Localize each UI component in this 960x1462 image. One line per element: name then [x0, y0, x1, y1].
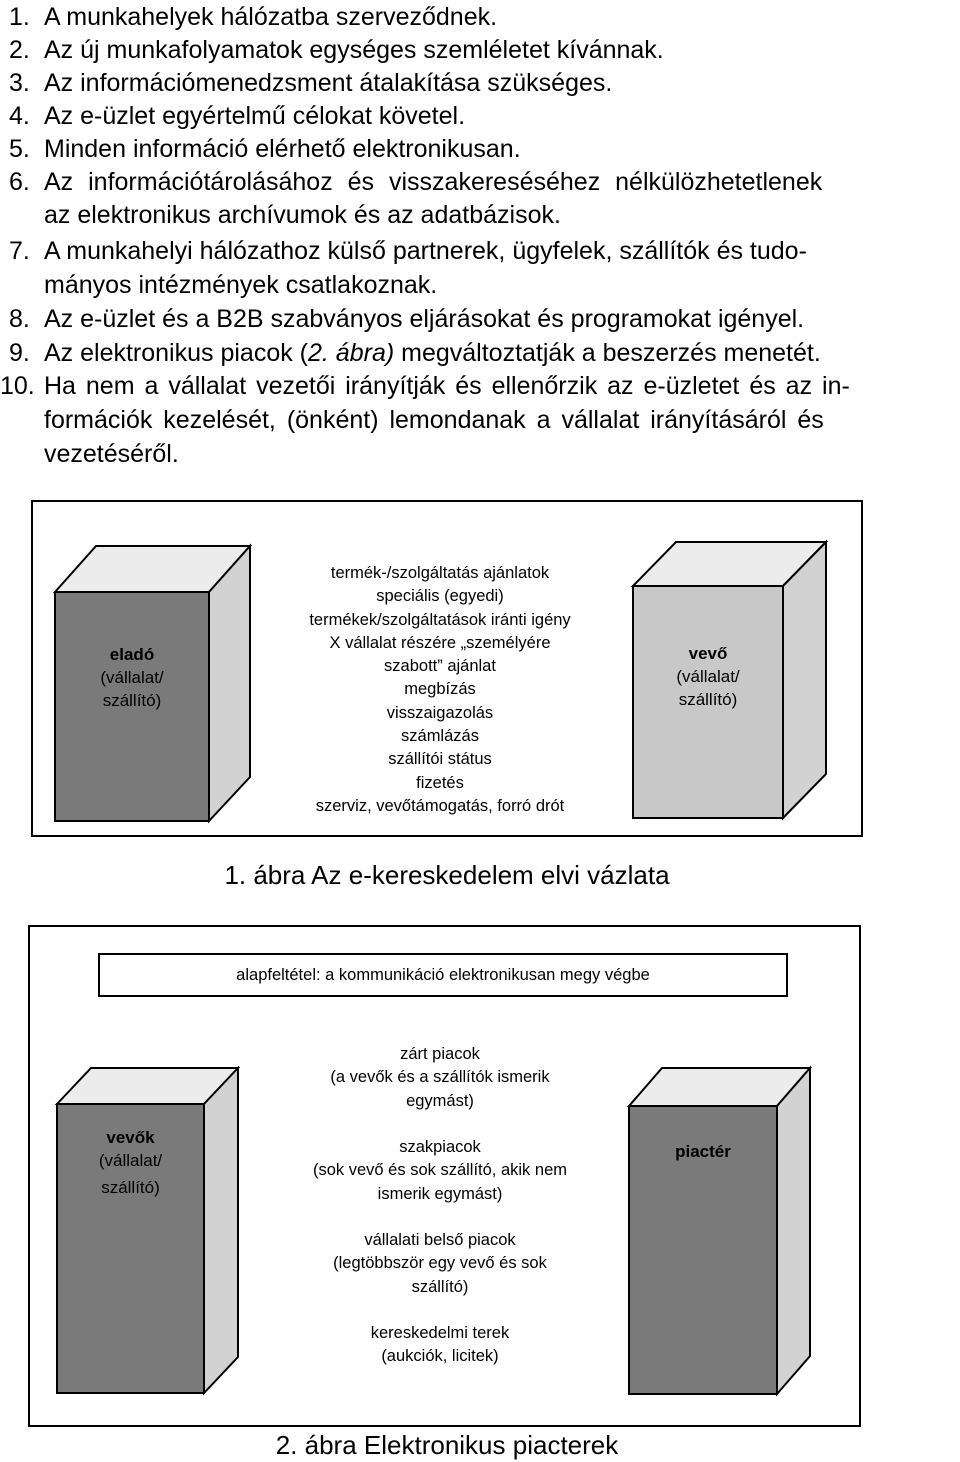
list-text: Ha nem a vállalat vezetői irányítják és ellenőrzik az e-üzletet és az in- [44, 372, 850, 400]
flow-line: termék-/szolgáltatás ajánlatok [330, 564, 550, 582]
market-type-desc: (aukciók, licitek) [381, 1347, 499, 1366]
list-text-part: Az elektronikus piacok ( [44, 339, 309, 367]
market-type-desc: (a vevők és a szállítók ismerik [330, 1068, 550, 1087]
market-type-title: vállalati belső piacok [364, 1231, 516, 1249]
market-type-title: kereskedelmi terek [370, 1324, 510, 1342]
list-number: 1. [9, 3, 30, 31]
flow-line: termékek/szolgáltatások iránti igény [309, 610, 571, 629]
list-text: az elektronikus archívumok és az adatbázisok. [44, 201, 561, 229]
figure-reference: 2. ábra) [308, 339, 395, 367]
buyers-sub2: szállító) [101, 1178, 160, 1197]
flow-line: szabott” ajánlat [384, 657, 496, 676]
flow-line: X vállalat részére „személyére [329, 633, 551, 652]
market-type-title: szakpiacok [399, 1138, 481, 1156]
list-number: 7. [9, 237, 30, 265]
market-type-desc: (sok vevő és sok szállító, akik nem [312, 1161, 567, 1180]
buyer-box-label [633, 642, 783, 711]
market-type-group [260, 1229, 620, 1299]
flow-line: visszaigazolás [386, 703, 494, 722]
market-type-desc: szállító) [411, 1277, 469, 1296]
precondition-banner: alapfeltétel: a kommunikáció elektronikusan megy végbe [236, 966, 650, 984]
flow-line: számlázás [401, 727, 479, 746]
seller-title: eladó [109, 645, 155, 664]
figure2-caption: 2. ábra Elektronikus piacterek [275, 1430, 619, 1460]
flow-line: fizetés [416, 773, 464, 792]
buyer-sub2: szállító) [678, 690, 738, 709]
figure1-caption: 1. ábra Az e-kereskedelem elvi vázlata [224, 860, 670, 890]
buyers-box-label [57, 1126, 204, 1199]
list-text: Az e-üzlet és a B2B szabványos eljárásokat és programokat igényel. [44, 305, 805, 333]
market-type-title: zárt piacok [400, 1045, 480, 1063]
flow-line: megbízás [404, 680, 476, 699]
list-text: Az információmenedzsment átalakítása szükséges. [44, 69, 613, 97]
list-number: 6. [9, 168, 30, 196]
buyers-title: vevők [106, 1128, 155, 1147]
market-type-group [260, 1136, 620, 1206]
flow-line: szerviz, vevőtámogatás, forró drót [315, 796, 565, 815]
market-type-desc: egymást) [406, 1091, 474, 1110]
list-number: 4. [9, 102, 30, 130]
list-text: Az információtárolásához és visszakereséséhez nélkülözhetetlenek [44, 168, 823, 196]
list-text: formációk kezelését, (önként) lemondanak a vállalat irányításáról és [44, 406, 824, 434]
list-text: Az új munkafolyamatok egységes szemléletet kívánnak. [44, 36, 664, 64]
list-text: A munkahelyek hálózatba szerveződnek. [44, 3, 498, 31]
marketplace-box-shape [629, 1068, 810, 1394]
marketplace-title: piactér [675, 1142, 731, 1161]
seller-sub1: (vállalat/ [100, 668, 164, 687]
list-text: mányos intézmények csatlakoznak. [44, 271, 438, 299]
flow-line: speciális (egyedi) [376, 587, 504, 606]
list-number: 10. [0, 372, 35, 400]
buyer-sub1: (vállalat/ [676, 667, 740, 686]
market-type-group [260, 1322, 620, 1369]
list-text: vezetéséről. [44, 440, 179, 468]
market-type-desc: ismerik egymást) [377, 1184, 503, 1203]
list-number: 2. [9, 36, 30, 64]
seller-sub2: szállító) [102, 691, 162, 710]
list-number: 5. [9, 135, 30, 163]
list-number: 9. [9, 339, 30, 367]
list-number: 3. [9, 69, 30, 97]
transaction-flow-list [260, 562, 620, 818]
list-text: Minden információ elérhető elektronikusan. [44, 135, 521, 163]
flow-line: szállítói státus [388, 750, 492, 769]
market-type-desc: (legtöbbször egy vevő és sok [333, 1254, 547, 1273]
list-text: A munkahelyi hálózathoz külső partnerek, ügyfelek, szállítók és tudo- [44, 237, 807, 265]
marketplace-box-label [629, 1140, 777, 1163]
buyers-sub1: (vállalat/ [98, 1151, 163, 1170]
buyers-box-shape [57, 1068, 238, 1393]
seller-box-label [55, 643, 209, 712]
list-text: Az e-üzlet egyértelmű célokat követel. [44, 102, 466, 130]
market-type-group [260, 1043, 620, 1113]
list-number: 8. [9, 305, 30, 333]
buyer-title: vevő [688, 644, 728, 663]
list-text-part: megváltoztatják a beszerzés menetét. [394, 339, 821, 367]
